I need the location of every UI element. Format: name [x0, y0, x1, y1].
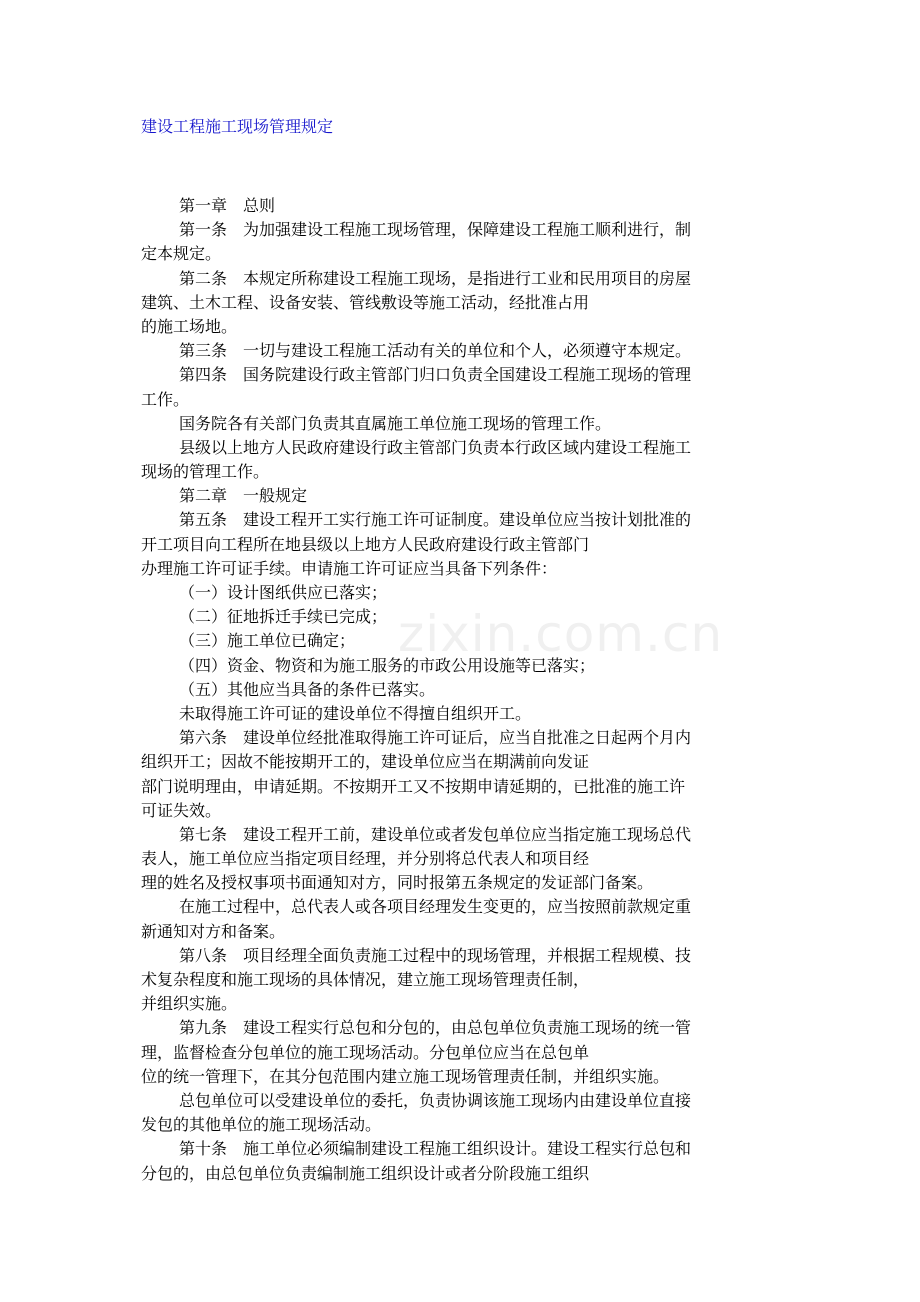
paragraph-line: 第九条 建设工程实行总包和分包的，由总包单位负责施工现场的统一管 [179, 1018, 692, 1038]
paragraph-line: 未取得施工许可证的建设单位不得擅自组织开工。 [179, 703, 532, 723]
paragraph-line: 定本规定。 [141, 244, 222, 264]
paragraph-line: 理，监督检查分包单位的施工现场活动。分包单位应当在总包单 [141, 1042, 590, 1062]
paragraph-line: 理的姓名及授权事项书面通知对方，同时报第五条规定的发证部门备案。 [141, 873, 654, 893]
paragraph-line: 县级以上地方人民政府建设行政主管部门负责本行政区域内建设工程施工 [179, 437, 692, 457]
paragraph-line: 建筑、土木工程、设备安装、管线敷设等施工活动，经批准占用 [141, 292, 590, 312]
paragraph-line: 第十条 施工单位必须编制建设工程施工组织设计。建设工程实行总包和 [179, 1139, 692, 1159]
paragraph-line: 术复杂程度和施工现场的具体情况，建立施工现场管理责任制， [141, 970, 590, 989]
paragraph-line: 第三条 一切与建设工程施工活动有关的单位和个人，必须遵守本规定。 [179, 341, 692, 361]
paragraph-line: 可证失效。 [141, 800, 222, 820]
paragraph-line: 第二条 本规定所称建设工程施工现场，是指进行工业和民用项目的房屋 [179, 268, 692, 288]
paragraph-line: 在施工过程中，总代表人或各项目经理发生变更的，应当按照前款规定重 [179, 897, 692, 917]
watermark-text: zixin.com.cn [398, 605, 724, 663]
paragraph-line: 分包的，由总包单位负责编制施工组织设计或者分阶段施工组织 [141, 1163, 590, 1183]
paragraph-line: 第七条 建设工程开工前，建设单位或者发包单位应当指定施工现场总代 [179, 824, 692, 844]
paragraph-line: 总包单位可以受建设单位的委托，负责协调该施工现场内由建设单位直接 [179, 1090, 692, 1110]
paragraph-line: 的施工场地。 [141, 316, 238, 336]
document-title[interactable]: 建设工程施工现场管理规定 [141, 117, 334, 136]
paragraph-line: 开工项目向工程所在地县级以上地方人民政府建设行政主管部门 [141, 534, 590, 554]
paragraph-line: 工作。 [141, 389, 190, 409]
list-item: （一）设计图纸供应已落实； [179, 583, 388, 602]
paragraph-line: 新通知对方和备案。 [141, 921, 286, 941]
list-item: （五）其他应当具备的条件已落实。 [179, 679, 436, 699]
list-item: （二）征地拆迁手续已完成； [179, 607, 388, 627]
paragraph-line: 部门说明理由，申请延期。不按期开工又不按期申请延期的，已批准的施工许 [141, 776, 686, 796]
paragraph-line: 国务院各有关部门负责其直属施工单位施工现场的管理工作。 [179, 413, 612, 433]
paragraph-line: 第五条 建设工程开工实行施工许可证制度。建设单位应当按计划批准的 [179, 510, 692, 530]
list-item: （四）资金、物资和为施工服务的市政公用设施等已落实； [179, 655, 596, 675]
paragraph-line: 并组织实施。 [141, 994, 238, 1014]
paragraph-line: 表人，施工单位应当指定项目经理，并分别将总代表人和项目经 [141, 849, 590, 869]
paragraph-line: 现场的管理工作。 [141, 462, 270, 482]
paragraph-line: 位的统一管理下，在其分包范围内建立施工现场管理责任制，并组织实施。 [141, 1066, 670, 1086]
paragraph-line: 发包的其他单位的施工现场活动。 [141, 1115, 382, 1135]
paragraph-line: 组织开工；因故不能按期开工的，建设单位应当在期满前向发证 [141, 752, 590, 772]
chapter-heading: 第一章 总则 [179, 196, 276, 215]
document-body [141, 194, 781, 1186]
paragraph-line: 第八条 项目经理全面负责施工过程中的现场管理，并根据工程规模、技 [179, 945, 692, 965]
list-item: （三）施工单位已确定； [179, 631, 356, 651]
paragraph-line: 办理施工许可证手续。申请施工许可证应当具备下列条件： [141, 558, 558, 578]
paragraph-line: 第一条 为加强建设工程施工现场管理，保障建设工程施工顺利进行，制 [179, 220, 692, 240]
paragraph-line: 第六条 建设单位经批准取得施工许可证后，应当自批准之日起两个月内 [179, 728, 692, 748]
chapter-heading: 第二章 一般规定 [179, 486, 308, 506]
paragraph-line: 第四条 国务院建设行政主管部门归口负责全国建设工程施工现场的管理 [179, 365, 692, 385]
